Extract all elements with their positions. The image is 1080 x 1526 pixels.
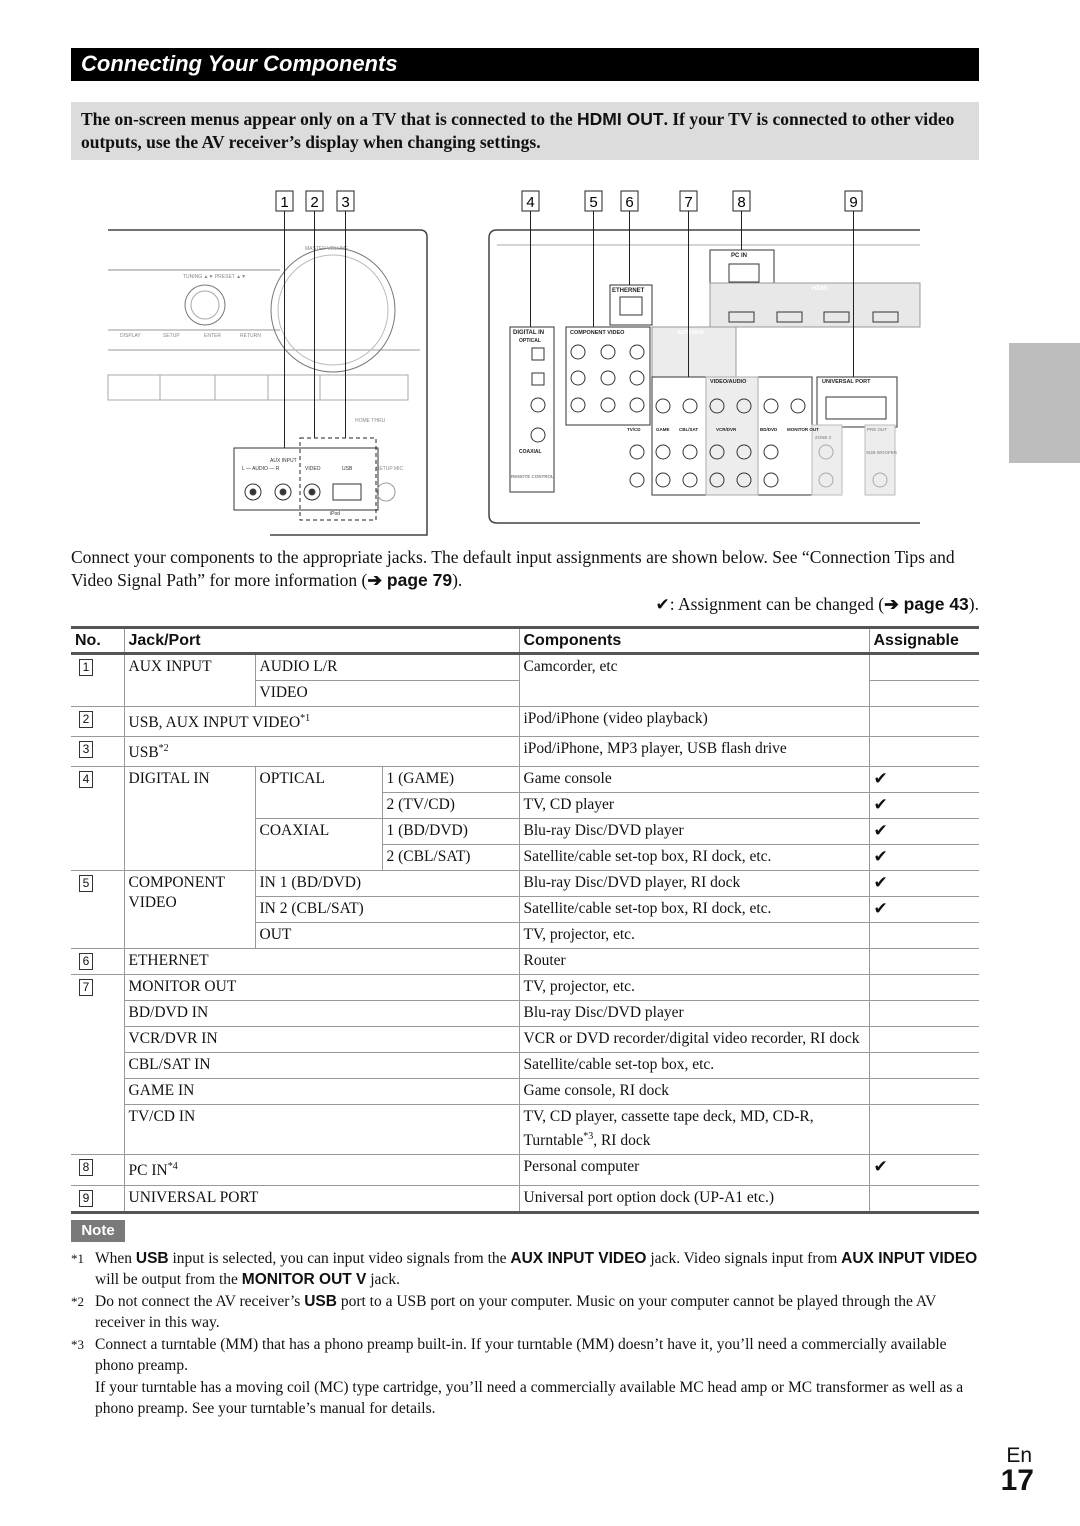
setup-mic-label: SETUP MIC [376, 466, 404, 472]
assignable-check: ✔ [869, 845, 979, 871]
aux-audio-label: L — AUDIO — R [242, 466, 280, 472]
row-number: 4 [79, 771, 93, 788]
callout-5: 5 [589, 194, 598, 211]
row-number: 8 [79, 1159, 93, 1176]
table-row [71, 949, 979, 975]
header-components: Components [519, 628, 869, 654]
tv-cd-label: TV/CD [627, 427, 641, 432]
video-audio-label: VIDEO/AUDIO [710, 379, 747, 385]
footnote-3: *3 Connect a turntable (MM) that has a phono preamp built-in. If your turntable (MM) doesn’t have it, you’ll need a commercially available phono preamp. [71, 1336, 947, 1374]
zone2-label: ZONE 2 [815, 435, 832, 440]
sub-cell: COAXIAL [255, 819, 382, 871]
subsub-cell: 2 (TV/CD) [382, 793, 519, 819]
page-number: 17 [1000, 1464, 1034, 1497]
row-number: 7 [79, 979, 93, 996]
subsub-cell: 1 (BD/DVD) [382, 819, 519, 845]
component-cell: Satellite/cable set-top box, etc. [519, 1053, 869, 1079]
jack-cell: USB, AUX INPUT VIDEO$^{*1}$ [124, 707, 519, 737]
footnote-2: *2 Do not connect the AV receiver’s USB port to a USB port on your computer. Music on your computer cannot be played through the AV receiver in this way. [71, 1293, 937, 1331]
sub-cell: VIDEO [255, 681, 519, 707]
section-title-bar [71, 48, 979, 81]
component-cell: TV, projector, etc. [519, 923, 869, 949]
table-row [71, 975, 979, 1001]
sub-cell: OPTICAL [255, 767, 382, 819]
table-row [71, 1155, 979, 1185]
sub-cell: IN 2 (CBL/SAT) [255, 897, 519, 923]
assignable-check: ✔ [869, 871, 979, 897]
table-row [71, 1001, 979, 1027]
header-jack-port: Jack/Port [124, 628, 519, 654]
pre-out-label: PRE OUT [867, 427, 888, 432]
digital-in-label: DIGITAL IN [513, 330, 545, 336]
table-header-row [71, 628, 979, 654]
optical-label: OPTICAL [519, 338, 541, 344]
table-row [71, 1053, 979, 1079]
jack-cell: PC IN$^{*4}$ [124, 1155, 519, 1185]
component-cell: Router [519, 949, 869, 975]
jack-cell: AUX INPUT [124, 654, 255, 707]
component-cell: TV, projector, etc. [519, 975, 869, 1001]
component-cell: TV, CD player [519, 793, 869, 819]
component-cell: Game console, RI dock [519, 1079, 869, 1105]
callout-6: 6 [625, 194, 634, 211]
assignable-check: ✔ [869, 1155, 979, 1185]
component-cell: Blu-ray Disc/DVD player, RI dock [519, 871, 869, 897]
header-no: No. [71, 628, 124, 654]
usb-label: USB [342, 466, 353, 472]
jack-cell: BD/DVD IN [124, 1001, 519, 1027]
table-row [71, 1079, 979, 1105]
table-row [71, 871, 979, 897]
universal-port-label: UNIVERSAL PORT [822, 379, 871, 385]
component-cell: Game console [519, 767, 869, 793]
row-number: 9 [79, 1190, 93, 1207]
bd-dvd-label: BD/DVD [760, 427, 778, 432]
component-cell: Blu-ray Disc/DVD player [519, 819, 869, 845]
component-cell: Blu-ray Disc/DVD player [519, 1001, 869, 1027]
component-cell: TV, CD player, cassette tape deck, MD, CD-R, Turntable$^{*3}$, RI dock [519, 1105, 869, 1155]
jack-cell: CBL/SAT IN [124, 1053, 519, 1079]
note-label: Note [71, 1220, 125, 1242]
component-cell: VCR or DVD recorder/digital video recorder, RI dock [519, 1027, 869, 1053]
home-thru-label: HOME THRU [355, 418, 386, 424]
sub-cell: AUDIO L/R [255, 654, 519, 681]
component-cell: Camcorder, etc [519, 654, 869, 707]
connect-text: Connect your components to the appropriate jacks. The default input assignments are shown below. See “Connection Tips and Video Signal Path” for more information ( [71, 547, 955, 590]
front-panel [108, 230, 427, 535]
monitor-out-label: MONITOR OUT [787, 427, 819, 432]
callout-4: 4 [526, 194, 535, 211]
jack-cell: TV/CD IN [124, 1105, 519, 1155]
connect-paragraph [71, 546, 979, 592]
cbl-sat-label: CBL/SAT [679, 427, 699, 432]
callout-3: 3 [341, 194, 350, 211]
table-row [71, 707, 979, 737]
intro-text-2: . If your TV is connected to other video outputs, use the AV receiver’s display when changing settings. [81, 109, 955, 152]
table-row [71, 737, 979, 767]
footnotes [71, 1248, 981, 1419]
game-label: GAME [656, 427, 670, 432]
language-label: En [1006, 1444, 1032, 1467]
jack-cell: GAME IN [124, 1079, 519, 1105]
subsub-cell: 1 (GAME) [382, 767, 519, 793]
assignment-note-text: : Assignment can be changed ( [669, 594, 885, 614]
row-number: 3 [79, 741, 93, 758]
callout-8: 8 [737, 194, 746, 211]
coaxial-label: COAXIAL [519, 449, 542, 455]
return-label: RETURN [240, 333, 261, 339]
component-cell: iPod/iPhone (video playback) [519, 707, 869, 737]
section-title: Connecting Your Components [81, 51, 398, 76]
table-row [71, 767, 979, 793]
jack-cell: USB$^{*2}$ [124, 737, 519, 767]
connection-diagram [0, 185, 1080, 540]
check-icon: ✔ [655, 595, 670, 614]
setup-label: SETUP [163, 333, 180, 339]
ipod-label: iPod [330, 511, 341, 517]
aux-input-label: AUX INPUT [270, 458, 297, 464]
intro-box [71, 102, 979, 160]
callout-2: 2 [310, 194, 319, 211]
component-video-label: COMPONENT VIDEO [570, 330, 625, 336]
callout-9: 9 [849, 194, 858, 211]
front-callouts [276, 191, 354, 211]
assignable-check: ✔ [869, 897, 979, 923]
rear-callouts [522, 191, 862, 211]
table-row [71, 1027, 979, 1053]
row-number: 5 [79, 875, 93, 892]
aux-video-label: VIDEO [305, 466, 321, 472]
page-79-link[interactable]: ➔ page 79 [367, 570, 453, 590]
jack-cell: VCR/DVR IN [124, 1027, 519, 1053]
jack-cell: MONITOR OUT [124, 975, 519, 1001]
table-row [71, 654, 979, 681]
subwoofer-label: SUB WOOFER [866, 450, 897, 455]
table-row [71, 1105, 979, 1155]
page-43-link[interactable]: ➔ page 43 [884, 594, 969, 614]
jack-cell: COMPONENT VIDEO [124, 871, 255, 949]
sub-cell: OUT [255, 923, 519, 949]
hdmi-label: HDMI [812, 286, 828, 292]
footnote-3-continued: If your turntable has a moving coil (MC) type cartridge, you’ll need a commercially available MC head amp or MC transformer as well as a phono preamp. See your turntable’s manual for details. [95, 1379, 964, 1417]
row-number: 6 [79, 953, 93, 970]
component-cell: Satellite/cable set-top box, RI dock, etc. [519, 897, 869, 923]
display-label: DISPLAY [120, 333, 141, 339]
callout-1: 1 [280, 194, 289, 211]
intro-text-1: The on-screen menus appear only on a TV that is connected to the [81, 109, 578, 129]
subsub-cell: 2 (CBL/SAT) [382, 845, 519, 871]
jack-cell: ETHERNET [124, 949, 519, 975]
sub-cell: IN 1 (BD/DVD) [255, 871, 519, 897]
footnote-1: *1 When USB input is selected, you can input video signals from the AUX INPUT VIDEO jack. Video signals input from AUX INPUT VIDEO will be output from the MONITOR OUT V jack. [71, 1250, 978, 1288]
component-cell: iPod/iPhone, MP3 player, USB flash drive [519, 737, 869, 767]
jack-cell: DIGITAL IN [124, 767, 255, 871]
component-cell: Satellite/cable set-top box, RI dock, etc. [519, 845, 869, 871]
connect-end: ). [452, 570, 463, 590]
assignment-note-end: ). [968, 594, 979, 614]
callout-7: 7 [684, 194, 693, 211]
enter-label: ENTER [204, 333, 221, 339]
header-assignable: Assignable [869, 628, 979, 654]
assignable-check: ✔ [869, 819, 979, 845]
ethernet-label: ETHERNET [612, 288, 645, 294]
row-number: 2 [79, 711, 93, 728]
component-cell: Personal computer [519, 1155, 869, 1185]
tuning-preset-label: TUNING ▲▼ PRESET ▲▼ [183, 274, 247, 280]
remote-control-label: REMOTE CONTROL [511, 474, 554, 479]
antenna-label: ANTENNA [677, 330, 704, 336]
assignment-note [656, 594, 979, 615]
master-volume-label: MASTER VOLUME [305, 246, 349, 252]
intro-hdmi-out: HDMI OUT [577, 109, 664, 129]
component-cell: Universal port option dock (UP-A1 etc.) [519, 1185, 869, 1212]
assignable-check: ✔ [869, 767, 979, 793]
table-row [71, 1185, 979, 1212]
pc-in-label: PC IN [731, 253, 748, 259]
jack-cell: UNIVERSAL PORT [124, 1185, 519, 1212]
assignable-check: ✔ [869, 793, 979, 819]
jack-table [71, 626, 979, 1214]
vcr-dvr-label: VCR/DVR [716, 427, 737, 432]
row-number: 1 [79, 659, 93, 676]
rear-panel [489, 230, 920, 523]
